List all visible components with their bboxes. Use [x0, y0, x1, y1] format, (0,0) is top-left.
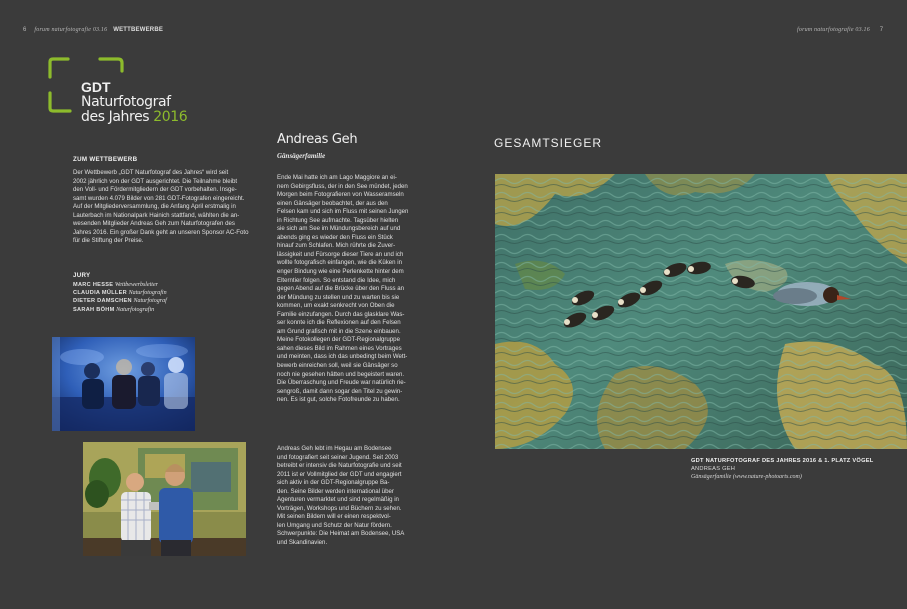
- article-story: [277, 174, 427, 405]
- jury-heading: JURY: [73, 272, 91, 279]
- intro-text: [73, 169, 273, 246]
- intro-line: Jahres 2016. Ein großer Dank geht an unseren Sponsor AC-Foto: [73, 228, 249, 236]
- intro-line: wesenden Mitglieder Andreas Geh zum Naturfotografen des: [73, 220, 235, 228]
- story-line: Meine Fotokollegen der GDT-Regionalgruppe: [277, 336, 400, 344]
- jury-member: DIETER DAMSCHEN Naturfotograf: [73, 298, 167, 305]
- story-line: nem Gebirgsfluss, der in den See mündet, jeden: [277, 182, 408, 190]
- story-line: in Richtung See aufmachte. Tagsüber hielten: [277, 216, 399, 224]
- intro-line: für die Stiftung der Preise.: [73, 237, 144, 245]
- bio-line: len Umgang und Schutz der Natur fördern.: [277, 521, 392, 529]
- story-line: Morgen beim Fotografieren von Wasseramseln: [277, 191, 404, 199]
- bio-line: Agenturen vermarktet und sind regelmäßig in: [277, 496, 399, 504]
- logo: [81, 80, 187, 125]
- intro-line: Der Wettbewerb „GDT Naturfotograf des Jahres“ wird seit: [73, 169, 229, 176]
- story-line: bewerb einreichen soll, weil sie Gänsäger so: [277, 362, 398, 370]
- caption-title: Gänsägerfamilie (www.nature-photoarts.com): [691, 474, 802, 480]
- caption-photographer: ANDREAS GEH: [691, 466, 736, 472]
- story-line: Elterntier folgen. So entstand die Idee, mich: [277, 276, 396, 284]
- magazine-name-left: forum naturfotografie 03.16: [34, 27, 108, 33]
- author-name: Andreas Geh: [277, 132, 358, 147]
- winner-heading: GESAMTSIEGER: [494, 136, 603, 150]
- intro-line: den Voll- und Fördermitgliedern der GDT vorbehalten. Insge-: [73, 186, 237, 194]
- story-line: der Mündung zu stellen und zu warten bis sie: [277, 293, 400, 301]
- article-subtitle: Gänsägerfamilie: [277, 152, 326, 160]
- story-line: Familie einzufangen. Durch das glasklare Was-: [277, 310, 405, 318]
- jury-member: SARAH BÖHM Naturfotografin: [73, 306, 155, 313]
- bio-line: sich aktiv in der GDT-Regionalgruppe Ba-: [277, 479, 390, 487]
- folio-left: [23, 27, 163, 33]
- story-line: enger Bindung wie eine Perlenkette hinter dem: [277, 268, 404, 276]
- logo-line-2: Naturfotograf: [81, 94, 171, 110]
- story-line: einen Gänsäger beobachtet, der aus den: [277, 199, 388, 207]
- story-line: gegen Abend auf die Brücke über den Fluss an: [277, 285, 405, 293]
- photo-caption: [691, 457, 874, 481]
- story-line: und meinten, dass ich das unbedingt beim Wett-: [277, 353, 408, 361]
- story-line: wollte fotografisch einfangen, wie die Küken in: [277, 259, 402, 267]
- jury-list: [73, 281, 273, 314]
- folio-right: [797, 27, 883, 33]
- story-line: nen. Es ist gut, solche Fotofreunde zu haben.: [277, 396, 400, 404]
- intro-line: Auf der Mitgliederversammlung, die Anfang April erstmalig in: [73, 203, 236, 211]
- bio-line: Schwerpunkte: Die Heimat am Bodensee, USA: [277, 530, 405, 538]
- intro-line: 2002 jährlich von der GDT ausgerichtet. Die Teilnahme bleibt: [73, 177, 238, 185]
- section-label: WETTBEWERBE: [113, 27, 164, 33]
- logo-gdt: GDT: [81, 79, 111, 95]
- story-line: sie sich am See im Mündungsbereich auf und: [277, 225, 401, 233]
- bio-line: und Skandinavien.: [277, 539, 328, 547]
- ceremony-audience-photo: [52, 337, 195, 431]
- logo-line-3: [81, 110, 187, 125]
- bio-line: 2011 ist er Vollmitglied der GDT und engagiert: [277, 470, 402, 478]
- logo-des-jahres: des Jahres: [81, 109, 150, 125]
- story-line: sahen dieses Bild im Rahmen eines Vortrages: [277, 344, 402, 352]
- award-handover-photo: [83, 442, 246, 556]
- magazine-name-right: forum naturfotografie 03.16: [797, 27, 870, 33]
- page-number-right: 7: [879, 27, 884, 33]
- story-line: hinauf zum Schlafen. Mich rührte die Zuver-: [277, 242, 396, 250]
- winning-photo-merganser-family: [495, 174, 907, 449]
- story-line: ser konnte ich die Reflexionen auf den Felsen: [277, 319, 401, 327]
- story-line: am Grund grafisch mit in die Szene einbauen.: [277, 327, 401, 335]
- bio-line: Andreas Geh lebt im Hegau am Bodensee: [277, 445, 392, 452]
- story-line: noch nie gesehen hätten und begeistert waren.: [277, 370, 405, 378]
- intro-line: Lauterbach im Nationalpark Hainich stattfand, wählten die an-: [73, 211, 240, 219]
- bio-line: Mit seinen Bildern will er einen respektvol-: [277, 513, 391, 521]
- bio-line: Vorträgen, Workshops und Büchern zu sehen.: [277, 504, 402, 512]
- bio-line: betreibt er intensiv die Naturfotografie und seit: [277, 462, 402, 470]
- logo-year: 2016: [153, 109, 188, 125]
- jury-member: MARC HESSE Wettbewerbsleiter: [73, 282, 158, 288]
- story-line: abends ging es wieder den Fluss ein Stück: [277, 233, 393, 241]
- author-bio: [277, 445, 427, 548]
- jury-member: CLAUDIA MÜLLER Naturfotografin: [73, 290, 167, 297]
- bio-line: und fotografiert seit seiner Jugend. Seit 2003: [277, 453, 399, 461]
- caption-award: GDT NATURFOTOGRAF DES JAHRES 2016 & 1. PLATZ VÖGEL: [691, 458, 874, 464]
- page-number-left: 6: [23, 27, 27, 33]
- story-line: Felsen kam und sich im Fluss mit seinen Jungen: [277, 208, 409, 216]
- bio-line: den. Seine Bilder werden international über: [277, 487, 394, 495]
- story-line: sengroß, damit dann sogar den Titel zu gewin-: [277, 387, 403, 395]
- story-line: Die Überraschung und Freude war natürlich rie-: [277, 379, 406, 387]
- story-line: lässigkeit und Fürsorge dieser Tiere an und ich: [277, 250, 404, 258]
- intro-line: samt wurden 4.079 Bilder von 281 GDT-Fotografen eingereicht.: [73, 194, 245, 202]
- intro-heading: ZUM WETTBEWERB: [73, 156, 138, 163]
- story-line: kommen, um exakt senkrecht von Oben die: [277, 302, 395, 310]
- story-line: Ende Mai hatte ich am Lago Maggiore an ei-: [277, 174, 397, 181]
